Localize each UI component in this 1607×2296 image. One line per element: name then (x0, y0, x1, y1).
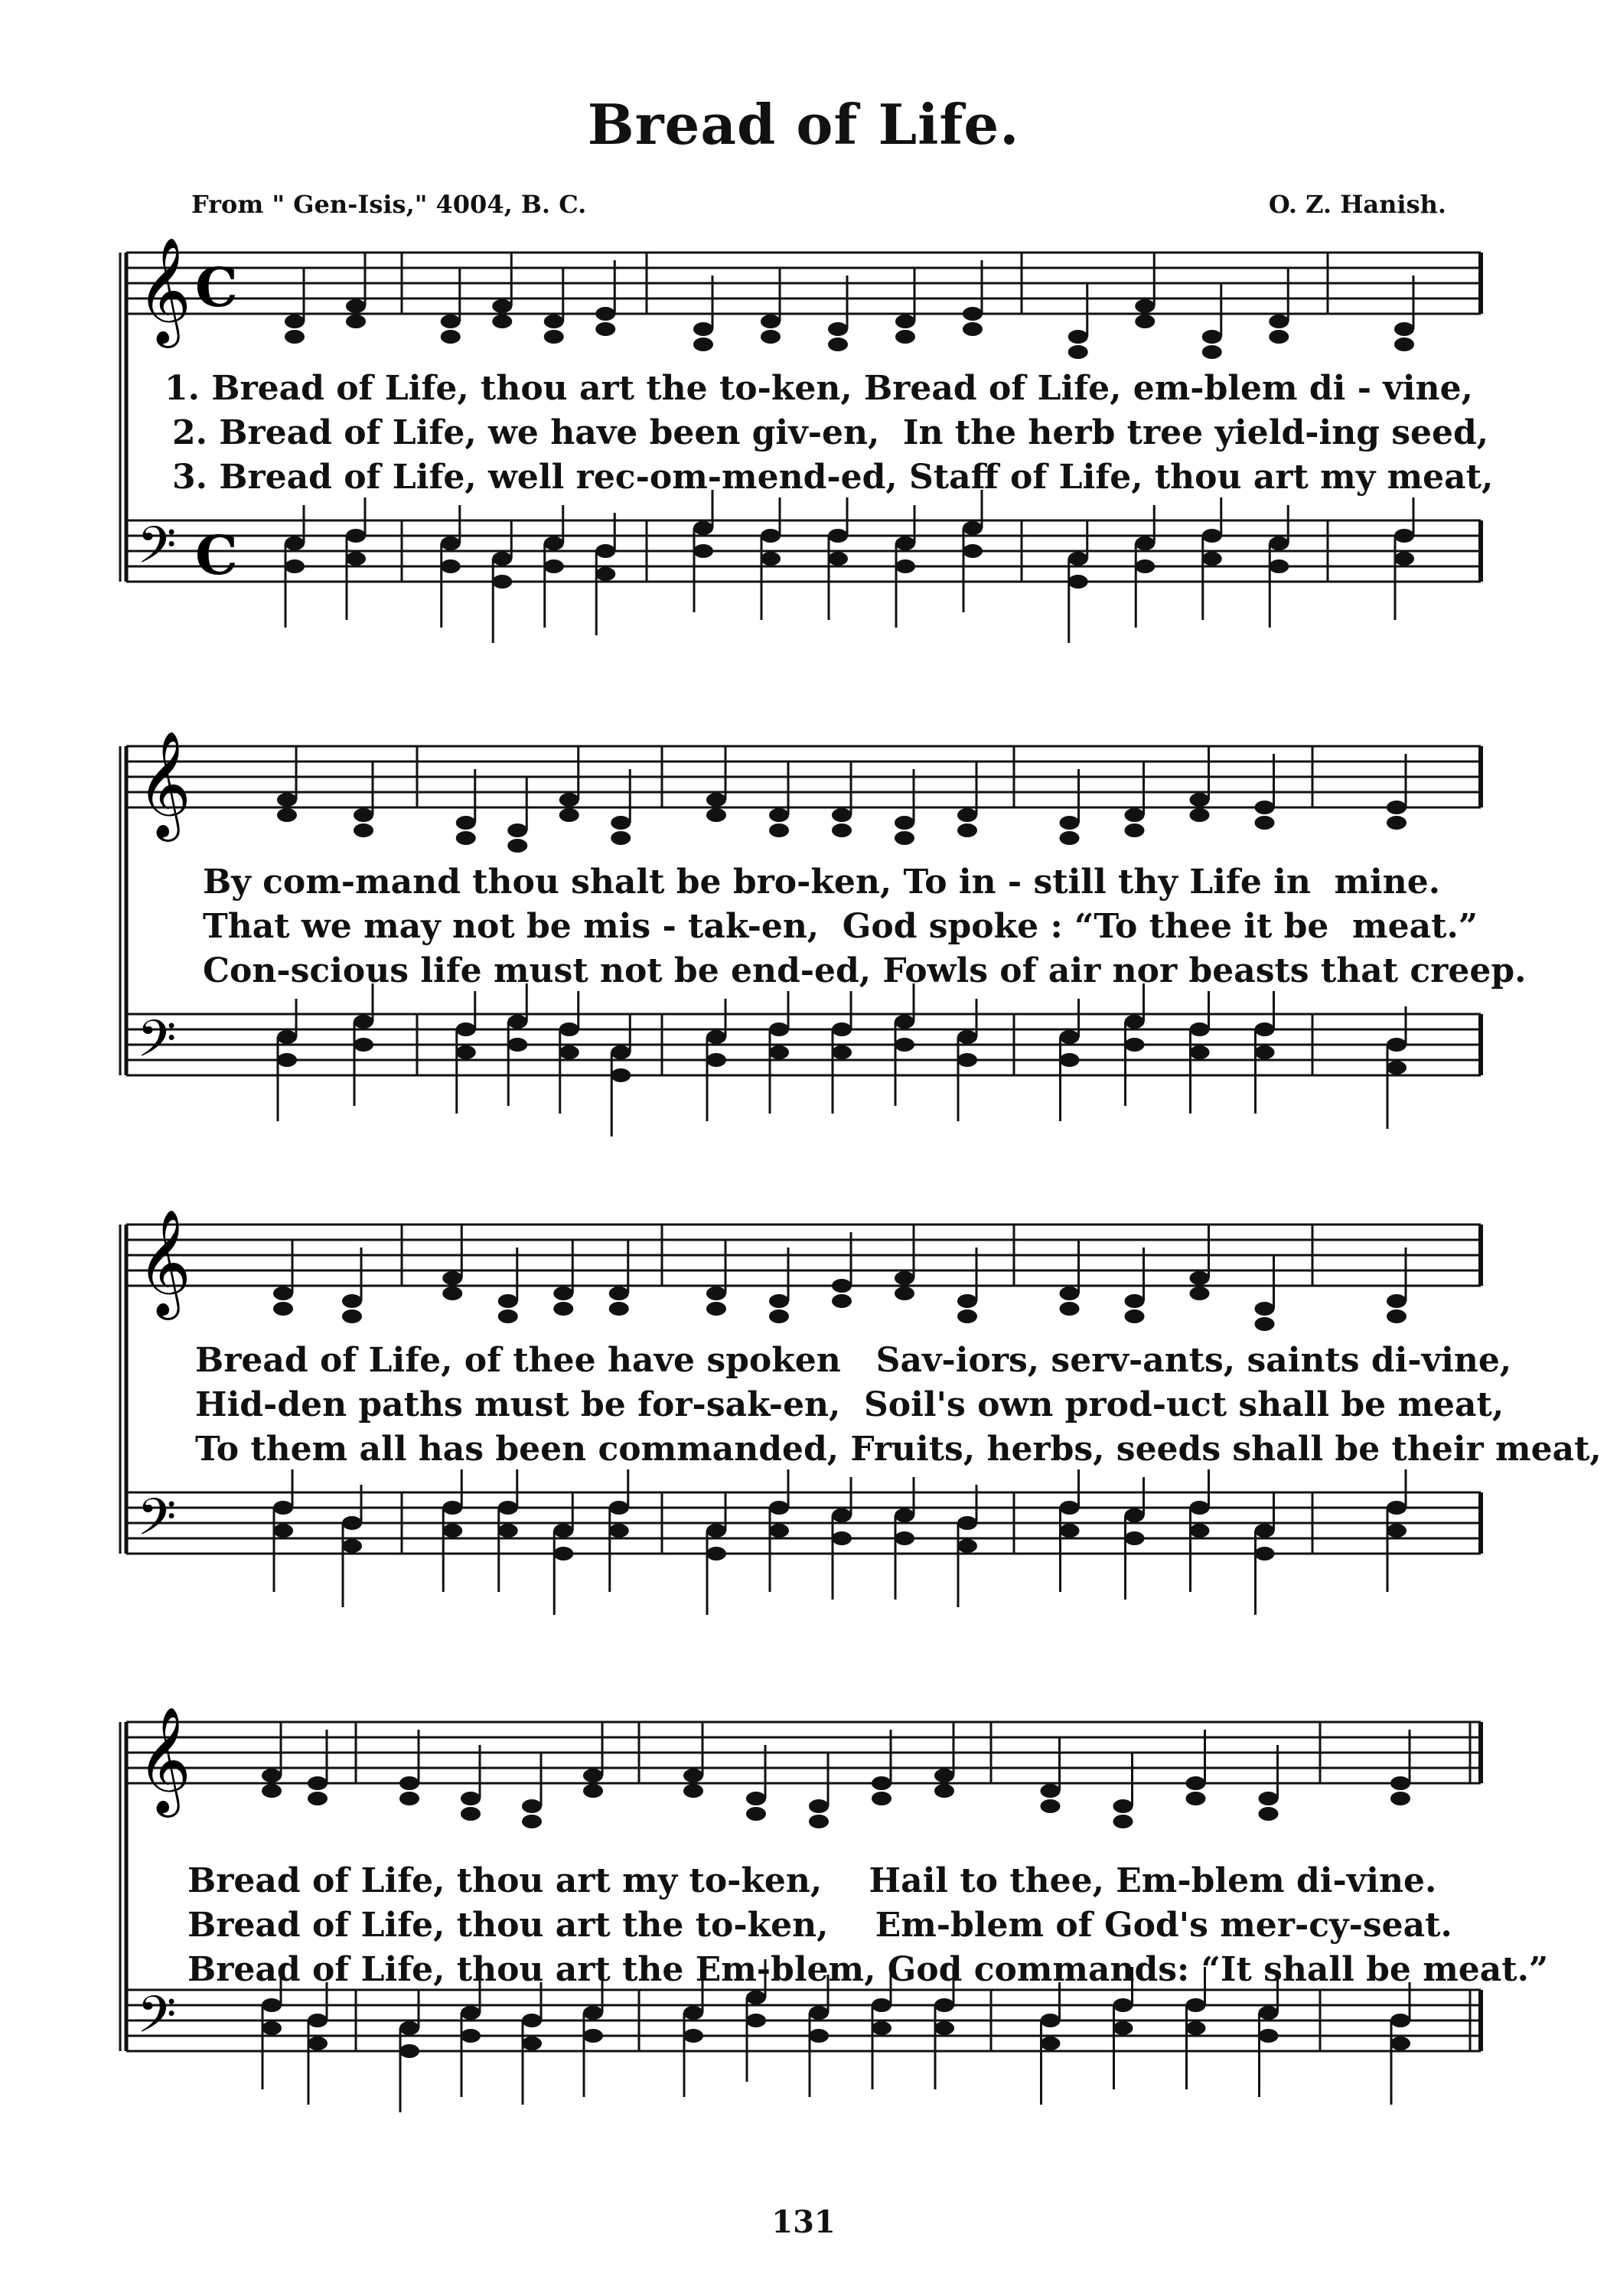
svg-text:𝄞: 𝄞 (137, 237, 191, 344)
verse-line: By com-mand thou shalt be bro-ken, To in - still thy Life in mine. (203, 863, 1441, 902)
page-number: 131 (771, 2204, 836, 2240)
svg-text:𝄢: 𝄢 (137, 516, 177, 587)
music-system-4 (111, 1684, 1549, 2158)
music-system-1 (111, 230, 1511, 673)
composer-credit: O. Z. Hanish. (1268, 190, 1446, 219)
verse-line: Con-scious life must not be end-ed, Fowls of air nor beasts that creep. (203, 951, 1527, 990)
hymn-title: Bread of Life. (587, 92, 1020, 157)
verse-line: Hid-den paths must be for-sak-en, Soil's own prod-uct shall be meat, (195, 1385, 1504, 1424)
verse-line: Bread of Life, thou art the Em-blem, God commands: “It shall be meat.” (187, 1950, 1549, 1989)
svg-text:𝄢: 𝄢 (137, 1985, 177, 2056)
svg-text:𝄞: 𝄞 (137, 1707, 191, 1813)
verse-line: To them all has been commanded, Fruits, herbs, seeds shall be their meat, (195, 1430, 1602, 1469)
verse-line: 3. Bread of Life, well rec-om-mend-ed, Staff of Life, thou art my meat, (172, 458, 1494, 497)
svg-text:C: C (195, 523, 238, 587)
svg-text:𝄞: 𝄞 (137, 1209, 191, 1316)
verse-line: Bread of Life, thou art the to-ken, Em-blem of God's mer-cy-seat. (187, 1906, 1452, 1945)
music-system-3 (111, 1202, 1602, 1645)
verse-line: That we may not be mis - tak-en, God spoke : “To thee it be meat.” (203, 907, 1478, 946)
source-credit: From " Gen-Isis," 4004, B. C. (191, 190, 587, 219)
svg-text:C: C (195, 256, 238, 319)
svg-text:𝄞: 𝄞 (137, 731, 191, 837)
verse-line: 1. Bread of Life, thou art the to-ken, Bread of Life, em-blem di - vine, (165, 369, 1473, 408)
verse-line: 2. Bread of Life, we have been giv-en, In the herb tree yield-ing seed, (172, 413, 1489, 452)
verse-line: Bread of Life, thou art my to-ken, Hail to thee, Em-blem di-vine. (187, 1861, 1437, 1900)
svg-text:𝄢: 𝄢 (137, 1009, 177, 1081)
svg-text:𝄢: 𝄢 (137, 1488, 177, 1559)
music-system-2 (111, 723, 1527, 1167)
verse-line: Bread of Life, of thee have spoken Sav-iors, serv-ants, saints di-vine, (195, 1341, 1512, 1380)
